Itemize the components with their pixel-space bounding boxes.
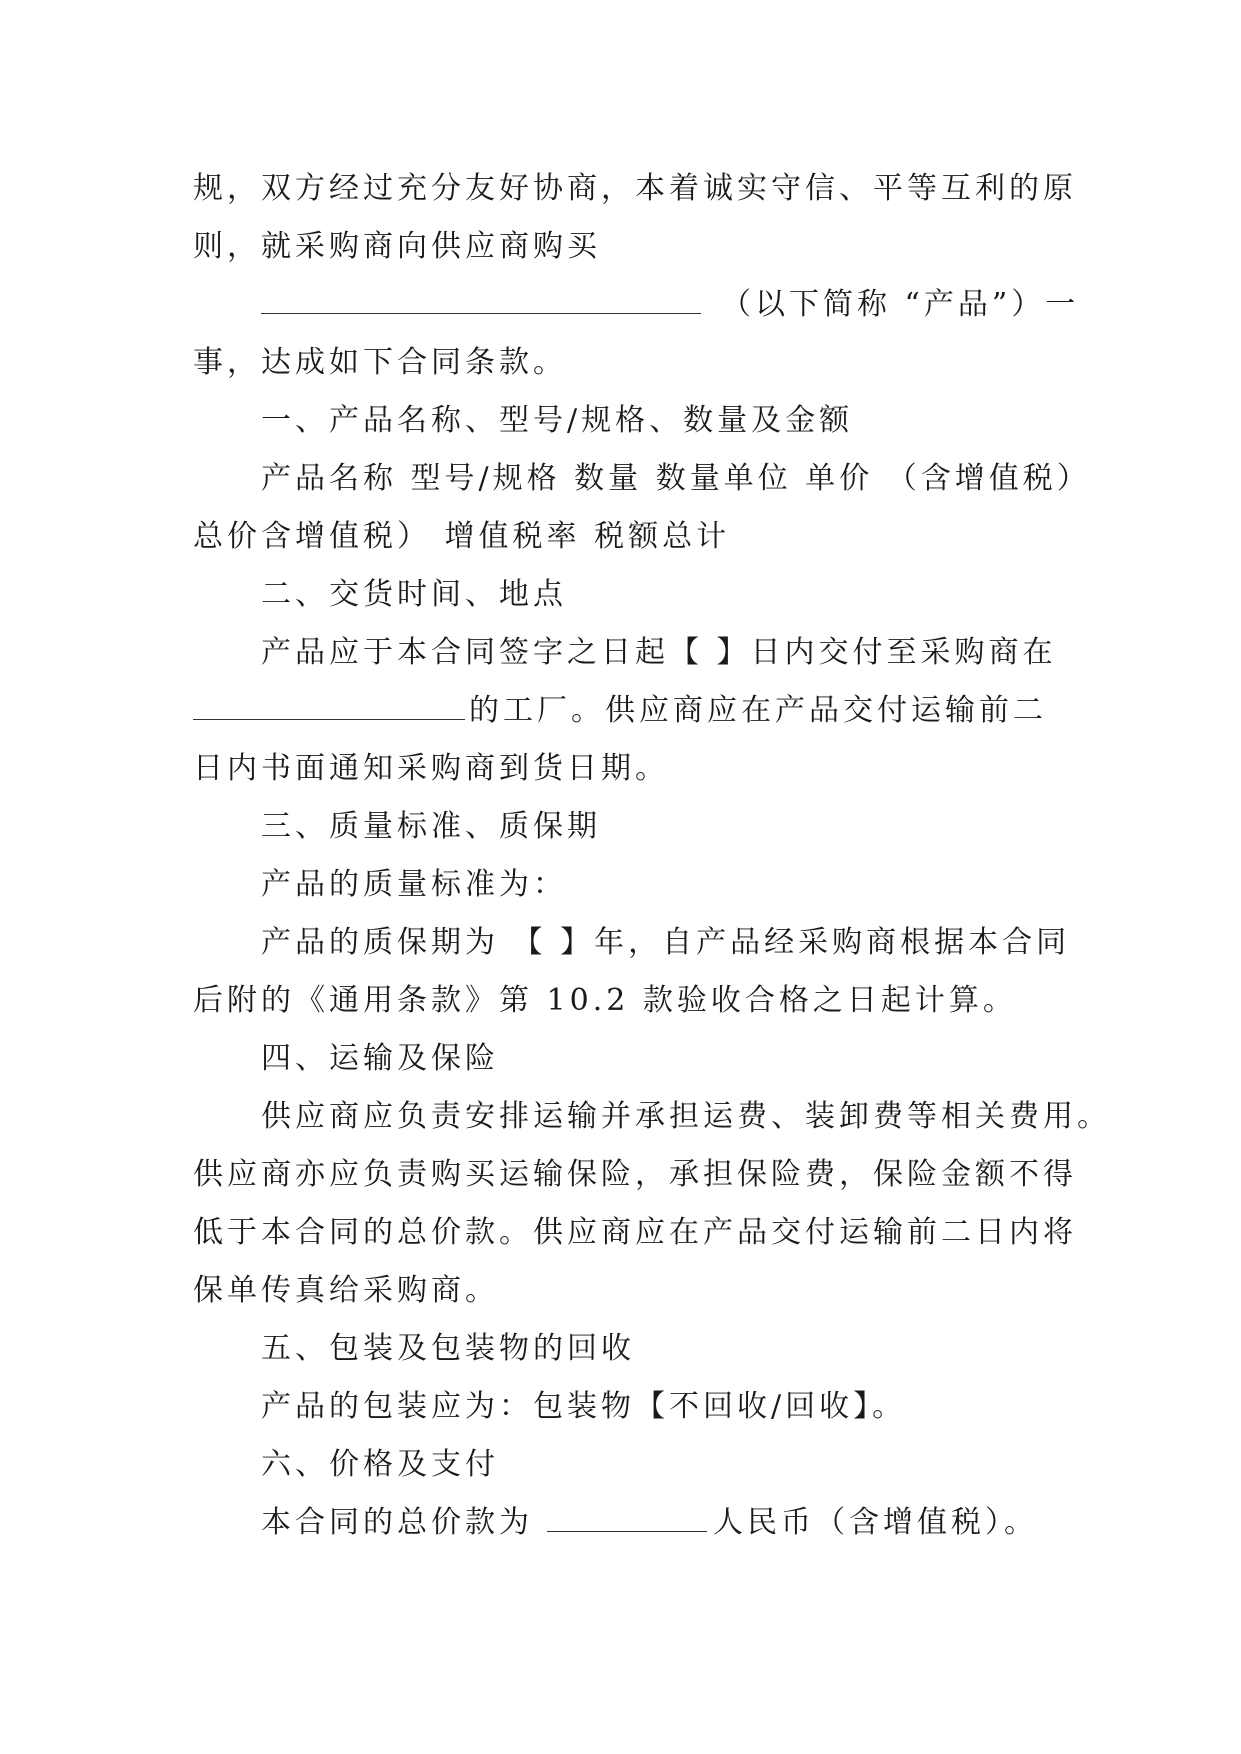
- text-line-with-blank: [193, 1494, 1073, 1552]
- text-line: 保单传真给采购商。: [193, 1273, 499, 1308]
- product-name-blank: [261, 283, 701, 314]
- text-fragment: 的工厂。供应商应在产品交付运输前二: [469, 693, 1047, 728]
- section-heading: 五、包装及包装物的回收: [261, 1331, 635, 1366]
- text-line: 日内书面通知采购商到货日期。: [193, 751, 669, 786]
- contract-body: [193, 160, 1111, 1552]
- text-line: 事，达成如下合同条款。: [193, 345, 567, 380]
- section-heading: 四、运输及保险: [261, 1041, 499, 1076]
- text-line-with-blank: [193, 682, 1073, 740]
- text-line: 供应商亦应负责购买运输保险，承担保险费，保险金额不得: [193, 1157, 1077, 1192]
- text-line: 产品的质保期为 【 】年，自产品经采购商根据本合同: [261, 925, 1071, 960]
- text-fragment: 本合同的总价款为: [261, 1505, 533, 1540]
- text-line: 规，双方经过充分友好协商，本着诚实守信、平等互利的原: [193, 171, 1077, 206]
- text-fragment: （以下简称 “产品”）一: [721, 287, 1080, 322]
- text-line: 产品的质量标准为：: [261, 867, 567, 902]
- text-line: 低于本合同的总价款。供应商应在产品交付运输前二日内将: [193, 1215, 1077, 1250]
- text-line-with-blank: [193, 276, 1080, 334]
- text-line: 供应商应负责安排运输并承担运费、装卸费等相关费用。: [261, 1099, 1111, 1134]
- section-heading: 一、产品名称、型号/规格、数量及金额: [261, 403, 854, 438]
- text-fragment: 人民币（含增值税）。: [713, 1505, 1038, 1540]
- section-heading: 三、质量标准、质保期: [261, 809, 601, 844]
- section-heading: 六、价格及支付: [261, 1447, 499, 1482]
- text-line: 产品应于本合同签字之日起【 】日内交付至采购商在: [261, 635, 1057, 670]
- section-heading: 二、交货时间、地点: [261, 577, 567, 612]
- text-line: 产品的包装应为：包装物【不回收/回收】。: [261, 1389, 907, 1424]
- text-line: 产品名称 型号/规格 数量 数量单位 单价 （含增值税）: [261, 461, 1091, 496]
- text-line: 则，就采购商向供应商购买: [193, 229, 601, 264]
- text-line: 总价含增值税） 增值税率 税额总计: [193, 519, 731, 554]
- delivery-place-blank: [193, 689, 465, 720]
- total-price-blank: [547, 1501, 707, 1532]
- text-line: 后附的《通用条款》第 10.2 款验收合格之日起计算。: [193, 983, 1017, 1018]
